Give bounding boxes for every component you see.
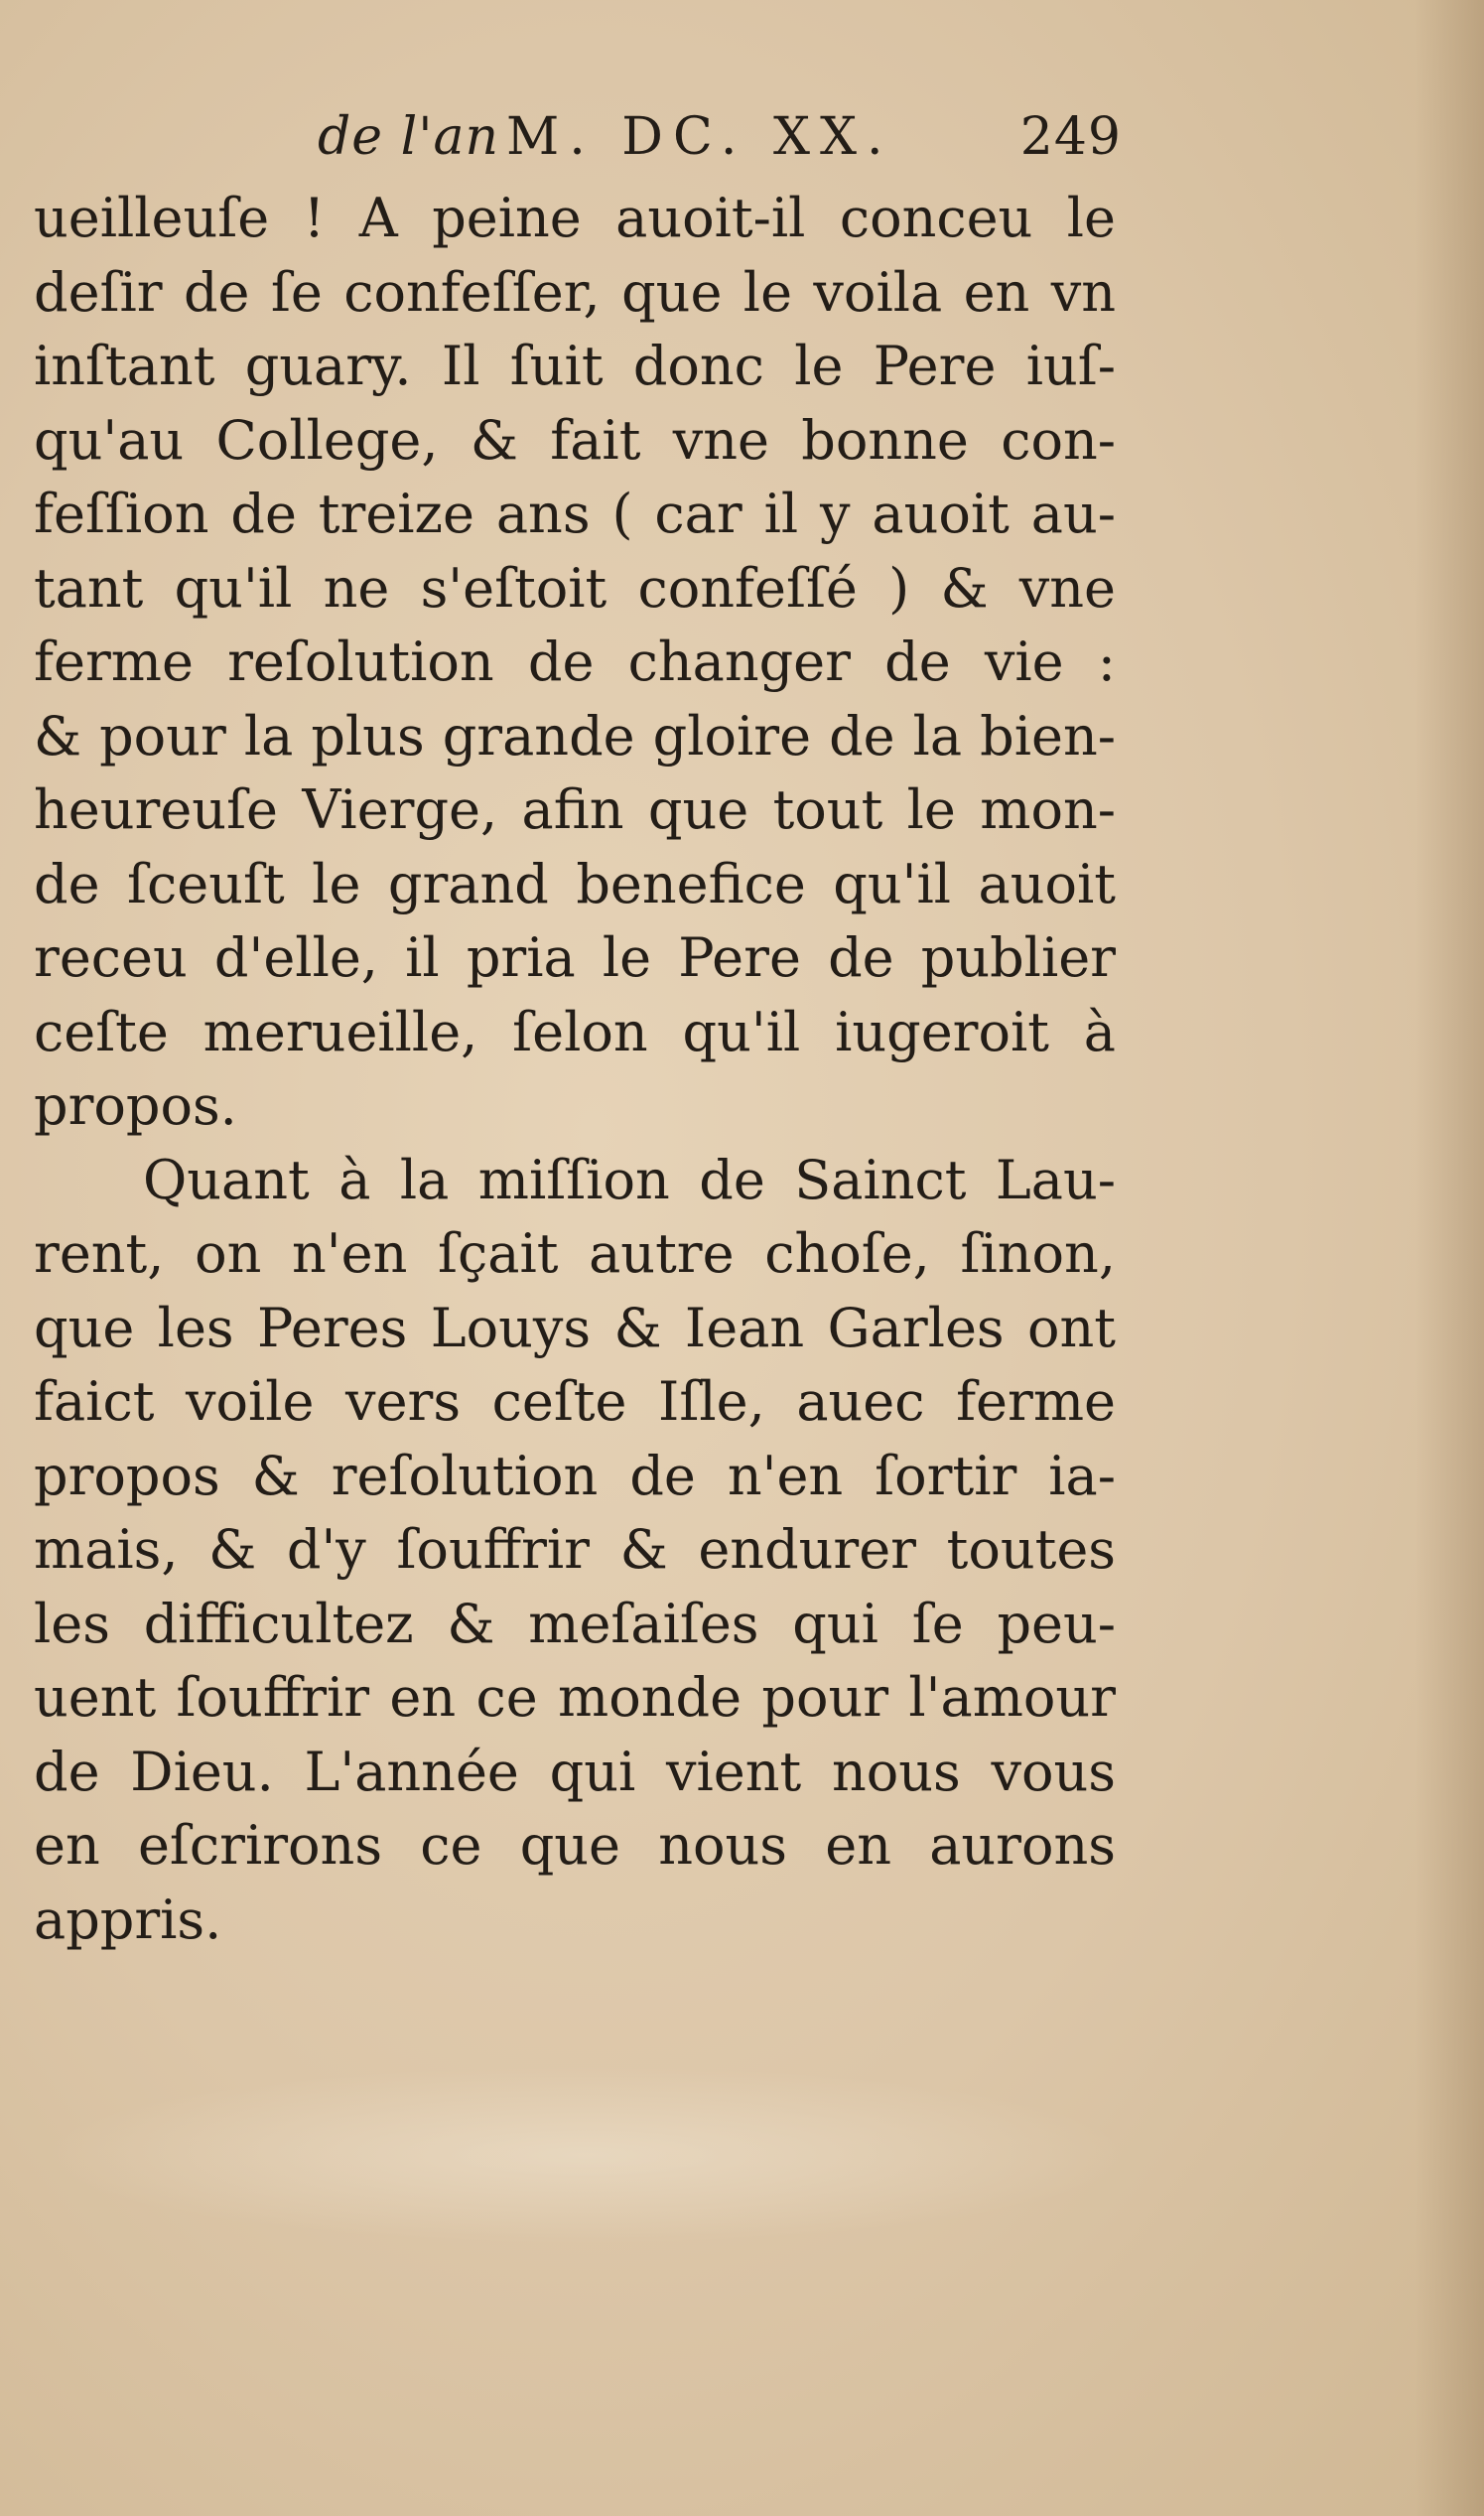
text-line: inſtant guary. Il ſuit donc le Pere iuſ- — [34, 335, 1116, 397]
text-line: ueilleuſe ! A peine auoit-il conceu le — [34, 187, 1116, 249]
text-line: ferme reſolution de changer de vie : — [34, 630, 1116, 693]
text-line: mais, & d'y ſouffrir & endurer toutes — [34, 1518, 1116, 1581]
text-line: propos. — [34, 1074, 237, 1137]
text-line: propos & reſolution de n'en ſortir ia- — [34, 1444, 1116, 1507]
text-line: rent, on n'en ſçait autre choſe, ſinon, — [34, 1222, 1116, 1285]
text-line: de ſceuſt le grand benefice qu'il auoit — [34, 852, 1116, 915]
running-header — [318, 107, 1122, 187]
text-line: qu'au College, & fait vne bonne con- — [34, 408, 1116, 472]
paper-stain — [40, 2065, 1132, 2244]
text-line: tant qu'il ne s'eſtoit confeſſé ) & vne — [34, 556, 1116, 620]
text-line: feſſion de treize ans ( car il y auoit au- — [34, 483, 1116, 545]
text-line: heureuſe Vierge, afin que tout le mon- — [34, 778, 1116, 841]
text-line: que les Peres Louys & Iean Garles ont — [34, 1296, 1116, 1359]
text-line: ceſte merueille, ſelon qu'il iugeroit à — [34, 1000, 1116, 1063]
text-line: en eſcrirons ce que nous en aurons — [34, 1814, 1116, 1877]
text-line: deſir de ſe confeſſer, que le voila en vn — [34, 260, 1116, 324]
body-text — [34, 182, 1116, 1957]
paragraph-start-line: Quant à la miſſion de Sainct Lau- — [143, 1148, 1116, 1211]
running-year: M. DC. XX. — [506, 107, 893, 167]
text-line: uent ſouffrir en ce monde pour l'amour — [34, 1666, 1116, 1729]
page-number: 249 — [1019, 107, 1122, 167]
text-line: les difficultez & meſaiſes qui ſe peu- — [34, 1592, 1116, 1655]
text-line: appris. — [34, 1887, 222, 1951]
text-line: de Dieu. L'année qui vient nous vous — [34, 1740, 1116, 1803]
text-line: faict voile vers ceſte Iſle, auec ferme — [34, 1370, 1116, 1433]
running-title: de l'an — [318, 107, 500, 167]
text-line: & pour la plus grande gloire de la bien- — [34, 704, 1116, 768]
text-line: receu d'elle, il pria le Pere de publier — [34, 926, 1116, 989]
